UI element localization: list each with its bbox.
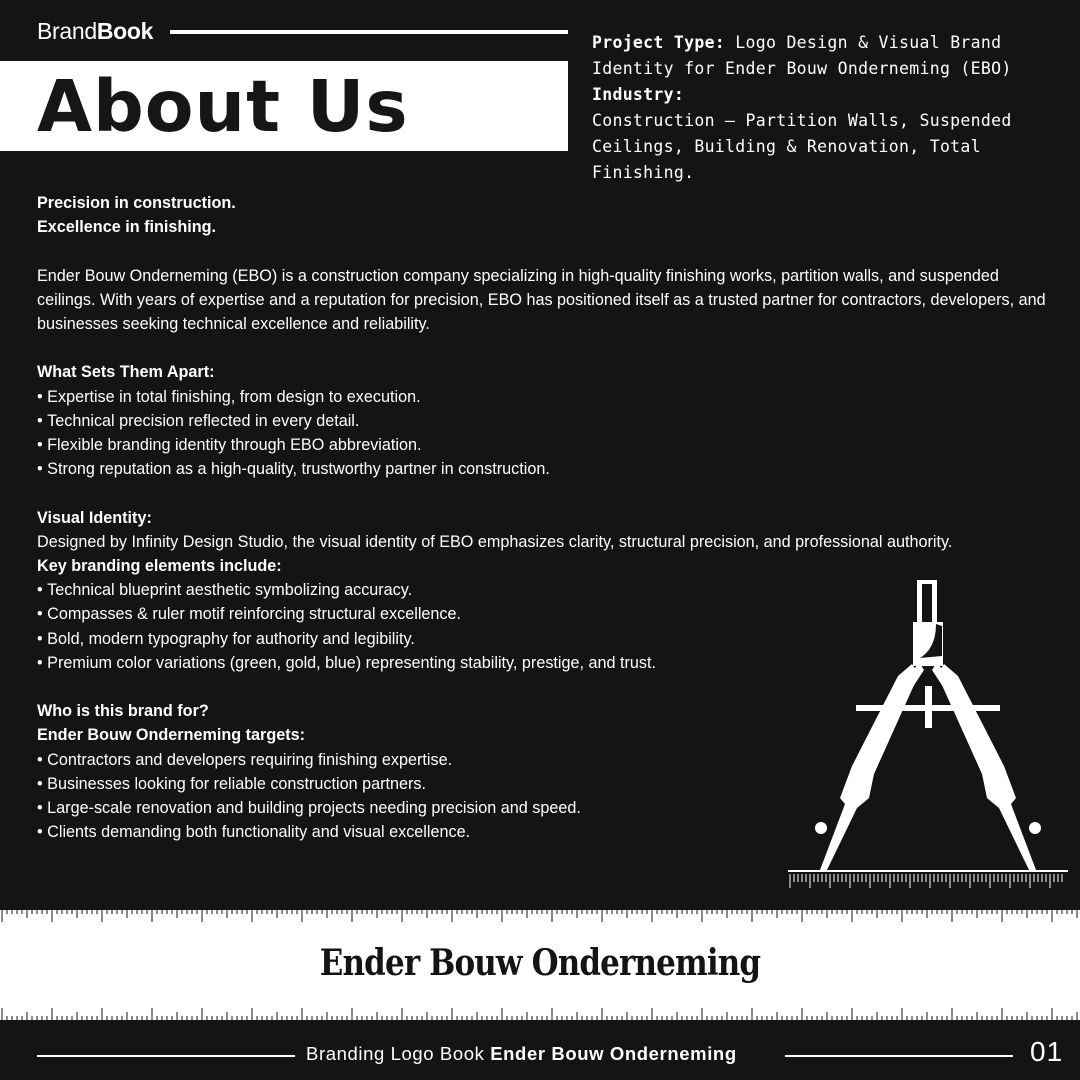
title-banner bbox=[0, 61, 568, 151]
project-type-value: Logo Design & Visual Brand Identity for Ender Bouw Onderneming (EBO) bbox=[592, 33, 1012, 78]
tagline-1: Precision in construction. bbox=[37, 194, 236, 212]
identity-text: Designed by Infinity Design Studio, the visual identity of EBO emphasizes clarity, structural precision, and professional authority. bbox=[37, 532, 953, 551]
tagline-2: Excellence in finishing. bbox=[37, 218, 217, 237]
elements-heading: Key branding elements include: bbox=[37, 557, 282, 575]
list-item: • Large-scale renovation and building projects needing precision and speed. bbox=[37, 796, 1057, 820]
brand-logo bbox=[37, 18, 153, 45]
list-item: • Premium color variations (green, gold, blue) representing stability, prestige, and trust. bbox=[37, 651, 1057, 675]
list-item: • Contractors and developers requiring finishing expertise. bbox=[37, 748, 1057, 772]
apart-list bbox=[37, 385, 1057, 482]
footer-prefix: Branding Logo Book bbox=[306, 1043, 485, 1064]
audience-heading: Who is this brand for? bbox=[37, 702, 209, 721]
list-item: • Expertise in total finishing, from design to execution. bbox=[37, 385, 1057, 409]
list-item: • Compasses & ruler motif reinforcing structural excellence. bbox=[37, 602, 1057, 626]
company-band bbox=[0, 908, 1080, 1022]
footer-company: Ender Bouw Onderneming bbox=[490, 1043, 737, 1064]
footer-divider bbox=[37, 1055, 295, 1057]
project-type-label: Project Type: bbox=[592, 33, 726, 52]
industry-label: Industry: bbox=[592, 85, 685, 104]
list-item: • Clients demanding both functionality and visual excellence. bbox=[37, 820, 1057, 844]
footer bbox=[0, 1030, 1080, 1080]
footer-divider bbox=[785, 1055, 1013, 1057]
company-name: Ender Bouw Onderneming bbox=[319, 942, 761, 984]
ruler-ticks-icon bbox=[0, 908, 1080, 926]
intro-paragraph: Ender Bouw Onderneming (EBO) is a construction company specializing in high-quality finishing works, partition walls, and suspended ceilings. With years of expertise and a reputation for precision, EBO has positioned itself as a trusted partner for contractors, developers, and businesses seeking technical excellence and reliability. bbox=[37, 266, 1046, 333]
list-item: • Businesses looking for reliable construction partners. bbox=[37, 772, 1057, 796]
list-item: • Bold, modern typography for authority and legibility. bbox=[37, 627, 1057, 651]
brand-logo-bold: Book bbox=[96, 18, 154, 44]
page-title: About Us bbox=[37, 65, 409, 148]
list-item: • Flexible branding identity through EBO abbreviation. bbox=[37, 433, 1057, 457]
header-divider bbox=[170, 30, 568, 34]
apart-heading: What Sets Them Apart: bbox=[37, 363, 215, 382]
targets-heading: Ender Bouw Onderneming targets: bbox=[37, 726, 306, 745]
list-item: • Technical precision reflected in every detail. bbox=[37, 409, 1057, 433]
project-type bbox=[592, 30, 1072, 82]
brand-logo-light: Brand bbox=[37, 18, 97, 44]
industry-value: Construction – Partition Walls, Suspended Ceilings, Building & Renovation, Total Finishing. bbox=[592, 111, 1012, 182]
compass-ruler-icon bbox=[786, 578, 1068, 898]
list-item: • Technical blueprint aesthetic symbolizing accuracy. bbox=[37, 578, 1057, 602]
identity-heading: Visual Identity: bbox=[37, 508, 152, 527]
list-item: • Strong reputation as a high-quality, trustworthy partner in construction. bbox=[37, 457, 1057, 481]
ruler-ticks-icon bbox=[0, 1004, 1080, 1022]
footer-title bbox=[306, 1043, 737, 1065]
page-number: 01 bbox=[1030, 1036, 1064, 1067]
project-meta bbox=[592, 30, 1072, 186]
